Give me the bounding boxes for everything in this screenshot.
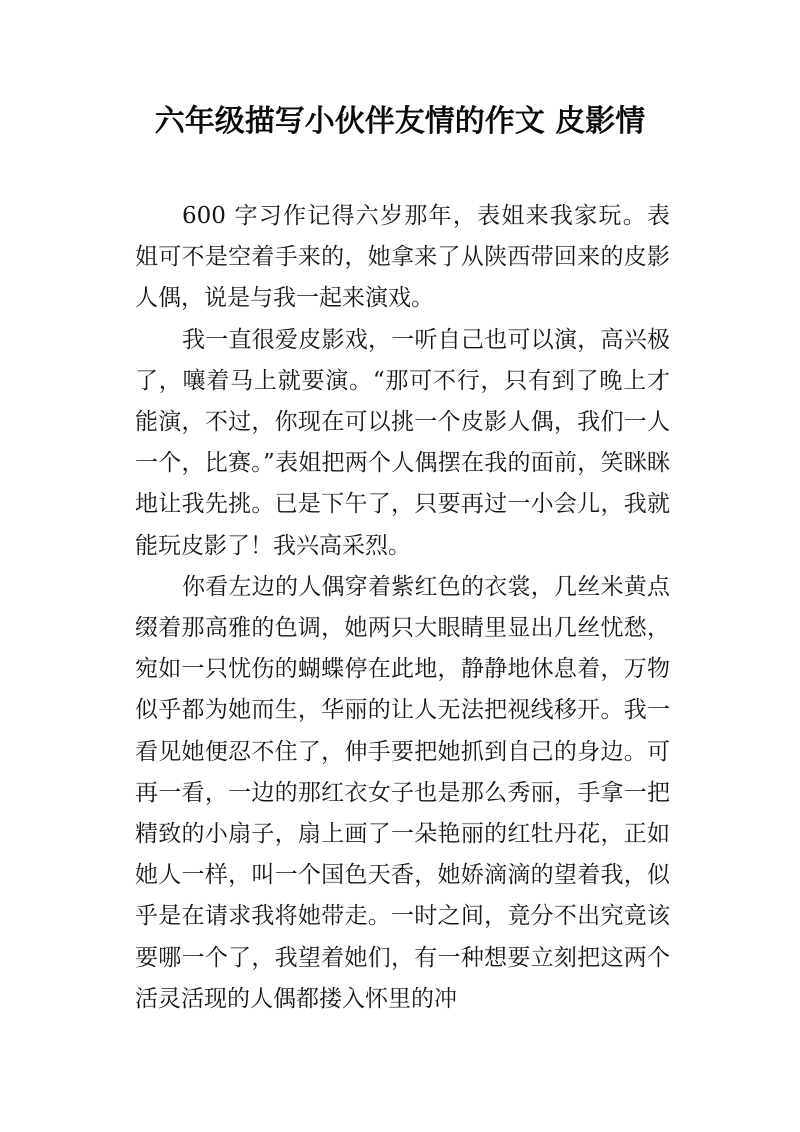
document-body: [135, 196, 670, 1020]
paragraph-2: 我一直很爱皮影戏，一听自己也可以演，高兴极了，嚷着马上就要演。“那可不行，只有到了晚上才能演，不过，你现在可以挑一个皮影人偶，我们一人一个，比赛。”表姐把两个人偶摆在我的面前，笑眯眯地让我先挑。已是下午了，只要再过一小会儿，我就能玩皮影了！我兴高采烈。: [135, 326, 670, 559]
document-title: 六年级描写小伙伴友情的作文 皮影情: [154, 104, 646, 139]
paragraph-1: 600 字习作记得六岁那年，表姐来我家玩。表姐可不是空着手来的，她拿来了从陕西带回来的皮影人偶，说是与我一起来演戏。: [135, 203, 670, 312]
paragraph-3: 你看左边的人偶穿着紫红色的衣裳，几丝米黄点缀着那高雅的色调，她两只大眼睛里显出几丝忧愁，宛如一只忧伤的蝴蝶停在此地，静静地休息着，万物似乎都为她而生，华丽的让人无法把视线移开。我一看见她便忍不住了，伸手要把她抓到自己的身边。可再一看，一边的那红衣女子也是那么秀丽，手拿一把精致的小扇子，扇上画了一朵艳丽的红牡丹花，正如她人一样，叫一个国色天香，她娇滴滴的望着我，似乎是在请求我将她带走。一时之间，竟分不出究竟该要哪一个了，我望着她们，有一种想要立刻把这两个活灵活现的人偶都搂入怀里的冲: [135, 573, 670, 1012]
